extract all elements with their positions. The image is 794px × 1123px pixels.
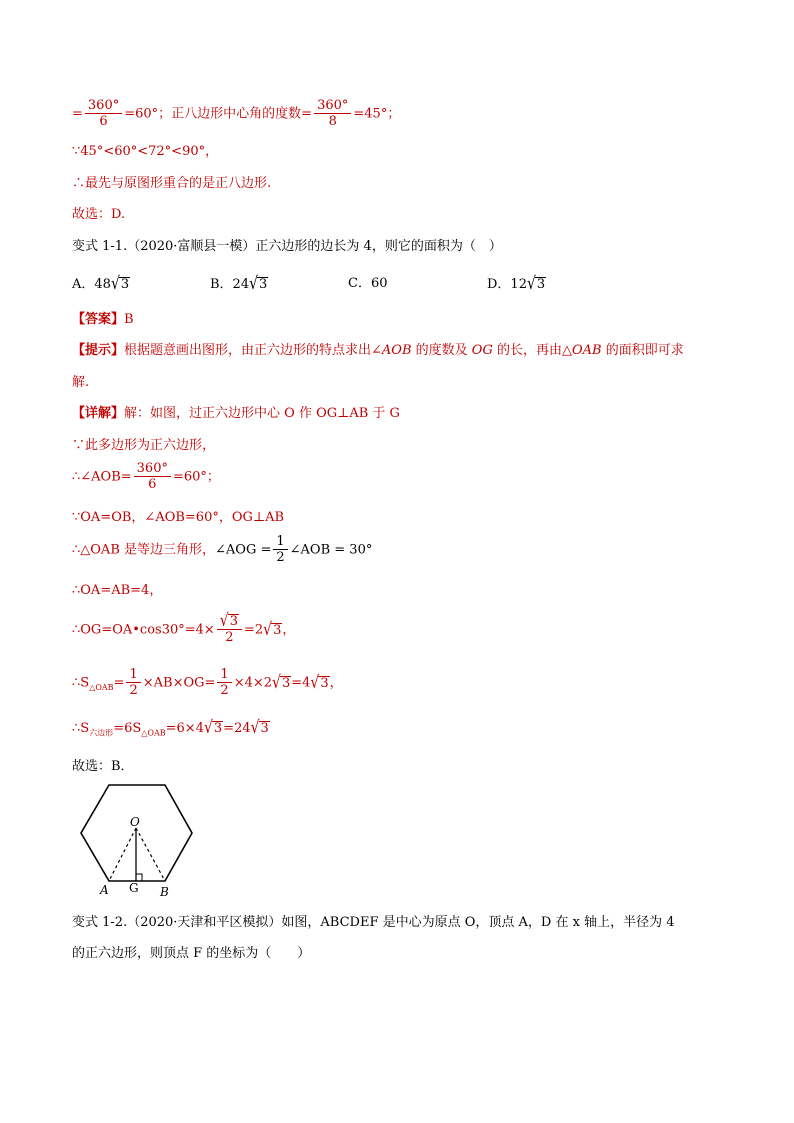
option-b bbox=[210, 275, 268, 294]
calc-line-2: ∵45°<60°<72°<90°， bbox=[72, 144, 219, 159]
denominator: 2 bbox=[129, 683, 138, 698]
text: OAB bbox=[571, 343, 602, 358]
numerator: 1 bbox=[273, 534, 287, 550]
segment-oa bbox=[109, 828, 136, 881]
question-1-1: 变式 1-1.（2020·富顺县一模）正六边形的边长为 4，则它的面积为（ ） bbox=[72, 239, 502, 254]
hint-line-2: 解. bbox=[72, 375, 90, 390]
text: ×4×2 bbox=[233, 675, 273, 691]
text: 的长，再由△ bbox=[492, 343, 572, 358]
label-g: G bbox=[129, 881, 139, 895]
answer-line bbox=[72, 311, 134, 329]
question-1-2-line-2: 的正六边形，则顶点 F 的坐标为（ ） bbox=[72, 946, 311, 961]
radicand: 3 bbox=[273, 622, 282, 638]
sqrt-icon: √ bbox=[110, 274, 120, 294]
label-o: O bbox=[130, 815, 140, 829]
option-d bbox=[487, 275, 546, 294]
label-b: B bbox=[160, 885, 169, 898]
radicand: 3 bbox=[320, 675, 329, 691]
step-4 bbox=[72, 534, 372, 566]
conclusion-line: ∴最先与原图形重合的是正八边形. bbox=[72, 176, 272, 191]
radicand: 3 bbox=[213, 721, 223, 736]
sqrt-icon: √ bbox=[310, 672, 320, 693]
denominator: 6 bbox=[99, 114, 108, 129]
sqrt-icon: √ bbox=[249, 274, 259, 294]
text: = bbox=[113, 675, 125, 691]
sqrt-icon: √ bbox=[526, 274, 536, 294]
question-1-2-line-1: 变式 1-2.（2020·天津和平区模拟）如图，ABCDEF 是中心为原点 O，顶点 A，D 在 x 轴上，半径为 4 bbox=[72, 915, 675, 930]
text: ， bbox=[329, 675, 343, 691]
option-c: C．60 bbox=[348, 276, 388, 291]
text: =24 bbox=[223, 721, 251, 736]
step-6 bbox=[72, 610, 296, 646]
label-a: A bbox=[100, 883, 109, 897]
text: =60°；正八边形中心角的度数= bbox=[124, 106, 313, 122]
sqrt-icon: √ bbox=[263, 619, 273, 640]
text: = bbox=[72, 106, 83, 122]
sqrt-icon: √ bbox=[272, 672, 281, 693]
text: ∴OG=OA•cos30°=4× bbox=[72, 622, 215, 638]
fraction bbox=[126, 667, 140, 699]
fraction bbox=[217, 667, 231, 699]
numerator: 360° bbox=[134, 461, 171, 477]
text: AOB bbox=[381, 343, 412, 358]
fraction bbox=[85, 98, 122, 130]
numerator: 360° bbox=[314, 98, 351, 114]
subscript: △OAB bbox=[141, 728, 166, 738]
text: ∠AOB = 30° bbox=[289, 542, 373, 558]
detail-line bbox=[72, 405, 400, 423]
sqrt-icon: √ bbox=[250, 718, 260, 738]
step-2 bbox=[72, 461, 220, 493]
answer-value: B bbox=[124, 312, 134, 327]
numerator: 360° bbox=[85, 98, 122, 114]
step-3: ∵OA=OB，∠AOB=60°，OG⊥AB bbox=[72, 510, 285, 525]
text: 的度数及 bbox=[411, 343, 472, 358]
text: =2 bbox=[244, 622, 264, 638]
right-angle-mark bbox=[136, 874, 142, 881]
option-label: A．48 bbox=[72, 277, 111, 292]
text: OG bbox=[471, 343, 493, 358]
radicand: 3 bbox=[536, 277, 546, 292]
text: ， bbox=[282, 622, 296, 638]
text: ∴S bbox=[72, 721, 90, 736]
fraction bbox=[273, 534, 287, 566]
text: =6S bbox=[113, 721, 142, 736]
choice-line: 故选：D. bbox=[72, 207, 126, 222]
numerator: 1 bbox=[217, 667, 231, 683]
option-a bbox=[72, 275, 130, 294]
text: 解：如图，过正六边形中心 O 作 OG⊥AB 于 G bbox=[124, 406, 400, 421]
segment-ob bbox=[136, 828, 165, 881]
text: ∠AOG = bbox=[215, 542, 272, 558]
radicand: 3 bbox=[229, 614, 238, 629]
denominator: 2 bbox=[220, 683, 229, 698]
fraction bbox=[217, 610, 242, 646]
text: ∴∠AOB= bbox=[72, 469, 132, 485]
radicand: 3 bbox=[260, 721, 269, 736]
sqrt-icon: √ bbox=[219, 610, 229, 631]
subscript: 六边形 bbox=[89, 728, 114, 738]
text: ∴△OAB 是等边三角形， bbox=[72, 542, 216, 558]
denominator: 2 bbox=[276, 550, 285, 565]
numerator bbox=[217, 610, 242, 631]
step-8 bbox=[72, 719, 270, 743]
hint-line-1 bbox=[72, 342, 684, 360]
radicand: 3 bbox=[281, 675, 291, 691]
option-label: B．24 bbox=[210, 277, 250, 292]
denominator: 8 bbox=[328, 114, 337, 129]
text: =4 bbox=[291, 675, 311, 691]
detail-tag: 【详解】 bbox=[72, 406, 125, 421]
fraction bbox=[134, 461, 171, 493]
text: 根据题意画出图形，由正六边形的特点求出∠ bbox=[124, 343, 382, 358]
step-7 bbox=[72, 667, 343, 699]
step-1: ∵此多边形为正六边形， bbox=[72, 438, 216, 453]
text: ∴S bbox=[72, 675, 90, 691]
calc-line-1 bbox=[72, 98, 400, 130]
text: ×AB×OG= bbox=[142, 675, 216, 691]
text: =45°； bbox=[353, 106, 401, 122]
fraction bbox=[314, 98, 351, 130]
hint-tag: 【提示】 bbox=[72, 343, 125, 358]
text: 的面积即可求 bbox=[601, 343, 684, 358]
option-label: D．12 bbox=[487, 277, 527, 292]
denominator: 2 bbox=[225, 630, 234, 645]
choice-line-2: 故选：B． bbox=[72, 759, 134, 774]
step-5: ∴OA=AB=4， bbox=[72, 583, 163, 598]
denominator: 6 bbox=[148, 477, 157, 492]
numerator: 1 bbox=[126, 667, 140, 683]
answer-tag: 【答案】 bbox=[72, 312, 125, 327]
subscript: △OAB bbox=[89, 683, 114, 693]
hexagon-figure bbox=[74, 780, 198, 898]
text: =6×4 bbox=[165, 721, 204, 736]
radicand: 3 bbox=[259, 277, 268, 292]
radicand: 3 bbox=[120, 277, 130, 292]
text: =60°； bbox=[172, 469, 220, 485]
sqrt-icon: √ bbox=[203, 718, 213, 738]
